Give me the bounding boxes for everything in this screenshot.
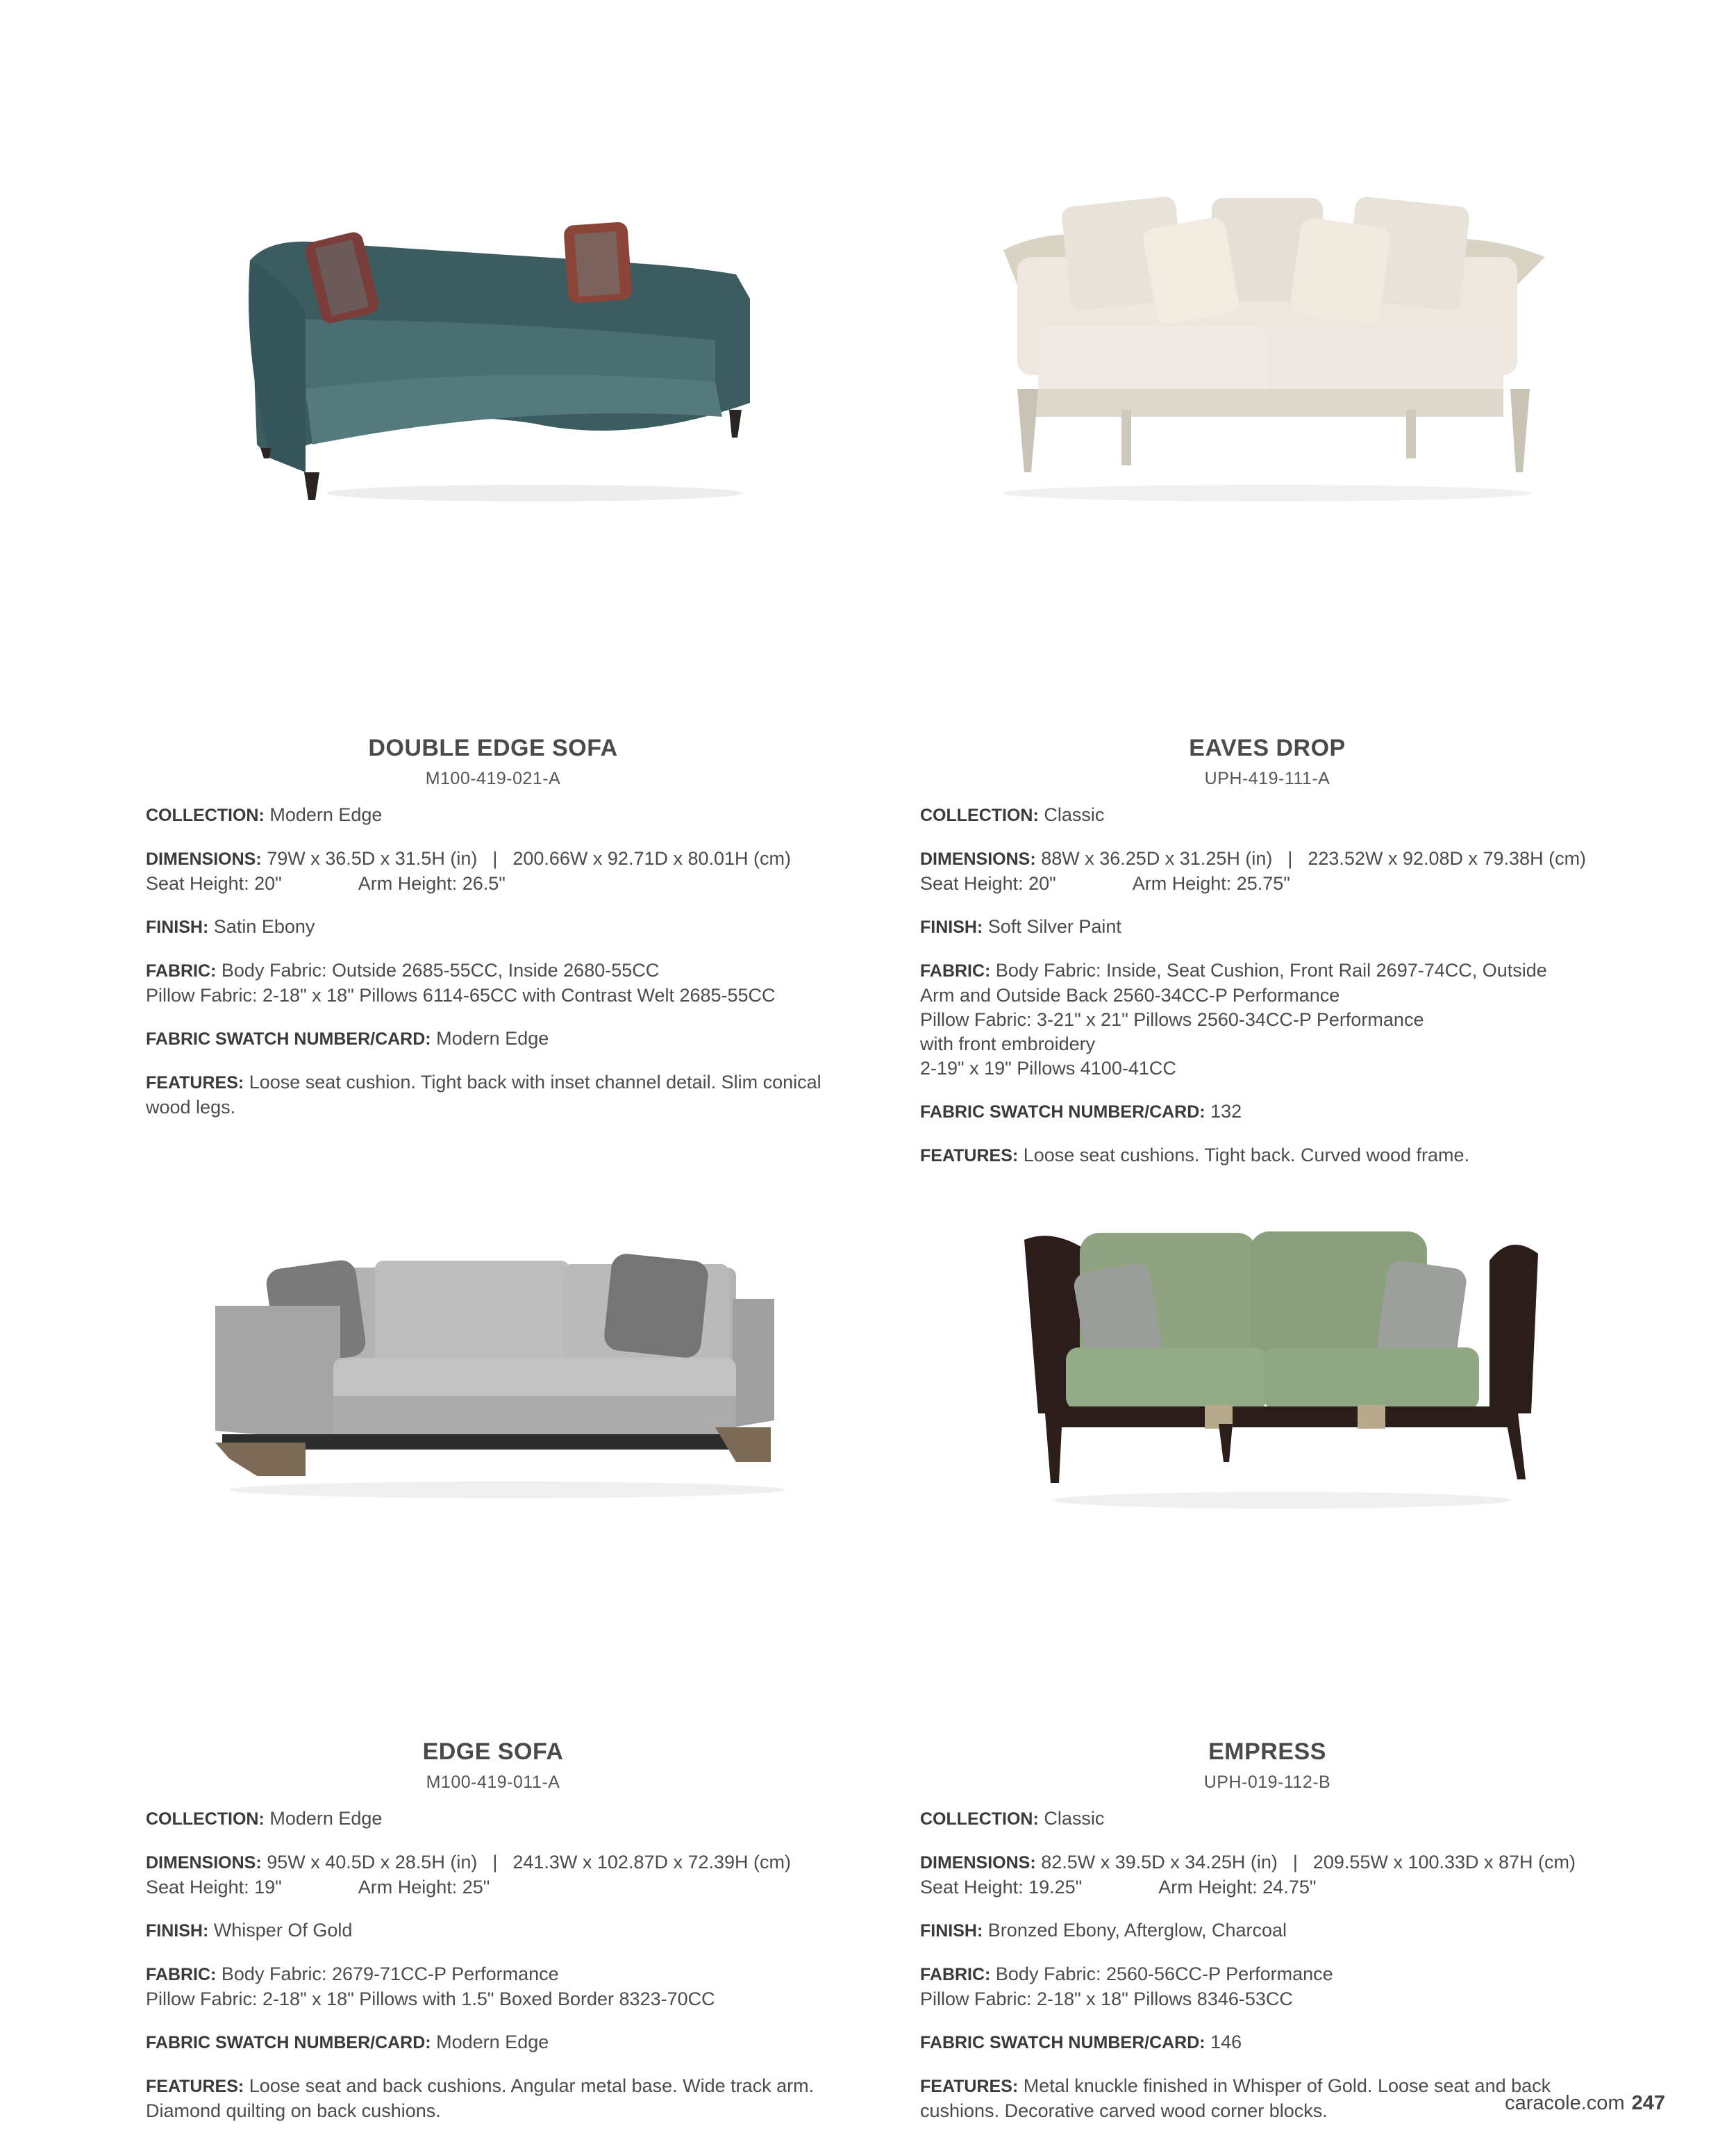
product-sku: UPH-019-112-B <box>1203 1772 1331 1792</box>
fabric-row: FABRIC: Body Fabric: Inside, Seat Cushion, Front Rail 2697-74CC, Outside Arm and Outside Back 2560-34CC-P Performance Pillow Fabric: 3-21" x 21" Pillows 2560-34CC-P Performance with front embroidery 2-19" x 19" Pillows 4100-41CC <box>920 960 1547 1079</box>
product-sku: M100-419-011-A <box>426 1772 560 1792</box>
page-footer <box>1505 2092 1665 2115</box>
finish-row: FINISH: Soft Silver Paint <box>920 916 1121 937</box>
dimensions-row: DIMENSIONS: 79W x 36.5D x 31.5H (in) | 200.66W x 92.71D x 80.01H (cm) Seat Height: 20" Arm Height: 26.5" <box>146 848 792 894</box>
collection-row: COLLECTION: Classic <box>920 1808 1105 1829</box>
cream-curved-sofa-image <box>920 181 1614 542</box>
dimensions-row: DIMENSIONS: 82.5W x 39.5D x 34.25H (in) | 209.55W x 100.33D x 87H (cm) Seat Height: 19.25" Arm Height: 24.75" <box>920 1852 1576 1898</box>
collection-row: COLLECTION: Modern Edge <box>146 804 383 825</box>
swatch-row: FABRIC SWATCH NUMBER/CARD: 132 <box>920 1101 1242 1122</box>
finish-row: FINISH: Satin Ebony <box>146 916 315 937</box>
finish-row: FINISH: Bronzed Ebony, Afterglow, Charcoal <box>920 1920 1287 1941</box>
product-specs <box>146 1807 840 2123</box>
swatch-row: FABRIC SWATCH NUMBER/CARD: Modern Edge <box>146 2032 549 2052</box>
fabric-row: FABRIC: Body Fabric: 2560-56CC-P Performance Pillow Fabric: 2-18" x 18" Pillows 8346-53CC <box>920 1964 1333 2009</box>
footer-site-link[interactable]: caracole.com <box>1505 2092 1625 2114</box>
product-name: EMPRESS <box>1208 1738 1326 1765</box>
collection-row: COLLECTION: Classic <box>920 804 1105 825</box>
product-eaves-drop <box>920 181 1614 1187</box>
swatch-row: FABRIC SWATCH NUMBER/CARD: Modern Edge <box>146 1028 549 1049</box>
swatch-row: FABRIC SWATCH NUMBER/CARD: 146 <box>920 2032 1242 2052</box>
product-name: DOUBLE EDGE SOFA <box>368 735 618 761</box>
green-wood-frame-sofa-image <box>920 1184 1614 1545</box>
product-edge-sofa <box>146 1184 840 2142</box>
product-name: EDGE SOFA <box>422 1738 564 1765</box>
page-number: 247 <box>1631 2092 1665 2114</box>
product-double-edge-sofa <box>146 181 840 1138</box>
collection-row: COLLECTION: Modern Edge <box>146 1808 383 1829</box>
product-sku: UPH-419-111-A <box>1204 769 1330 788</box>
product-specs <box>920 1807 1614 2123</box>
product-specs <box>146 803 840 1120</box>
product-sku: M100-419-021-A <box>425 769 561 788</box>
dimensions-row: DIMENSIONS: 88W x 36.25D x 31.25H (in) | 223.52W x 92.08D x 79.38H (cm) Seat Height: 20" Arm Height: 25.75" <box>920 848 1587 894</box>
features-row: FEATURES: Loose seat and back cushions. Angular metal base. Wide track arm. Diamond quilting on back cushions. <box>146 2075 815 2121</box>
fabric-row: FABRIC: Body Fabric: Outside 2685-55CC, Inside 2680-55CC Pillow Fabric: 2-18" x 18" Pillows 6114-65CC with Contrast Welt 2685-55CC <box>146 960 776 1006</box>
product-name: EAVES DROP <box>1189 735 1346 761</box>
features-row: FEATURES: Loose seat cushions. Tight back. Curved wood frame. <box>920 1145 1470 1165</box>
teal-velvet-sofa-image <box>146 181 840 542</box>
features-row: FEATURES: Metal knuckle finished in Whisper of Gold. Loose seat and back cushions. Decorative carved wood corner blocks. <box>920 2075 1551 2121</box>
fabric-row: FABRIC: Body Fabric: 2679-71CC-P Performance Pillow Fabric: 2-18" x 18" Pillows with 1.5" Boxed Border 8323-70CC <box>146 1964 715 2009</box>
dimensions-row: DIMENSIONS: 95W x 40.5D x 28.5H (in) | 241.3W x 102.87D x 72.39H (cm) Seat Height: 19" Arm Height: 25" <box>146 1852 792 1898</box>
grey-track-arm-sofa-image <box>146 1184 840 1545</box>
product-empress <box>920 1184 1614 2142</box>
product-specs <box>920 803 1614 1168</box>
finish-row: FINISH: Whisper Of Gold <box>146 1920 353 1941</box>
features-row: FEATURES: Loose seat cushion. Tight back with inset channel detail. Slim conical wood legs. <box>146 1072 821 1118</box>
